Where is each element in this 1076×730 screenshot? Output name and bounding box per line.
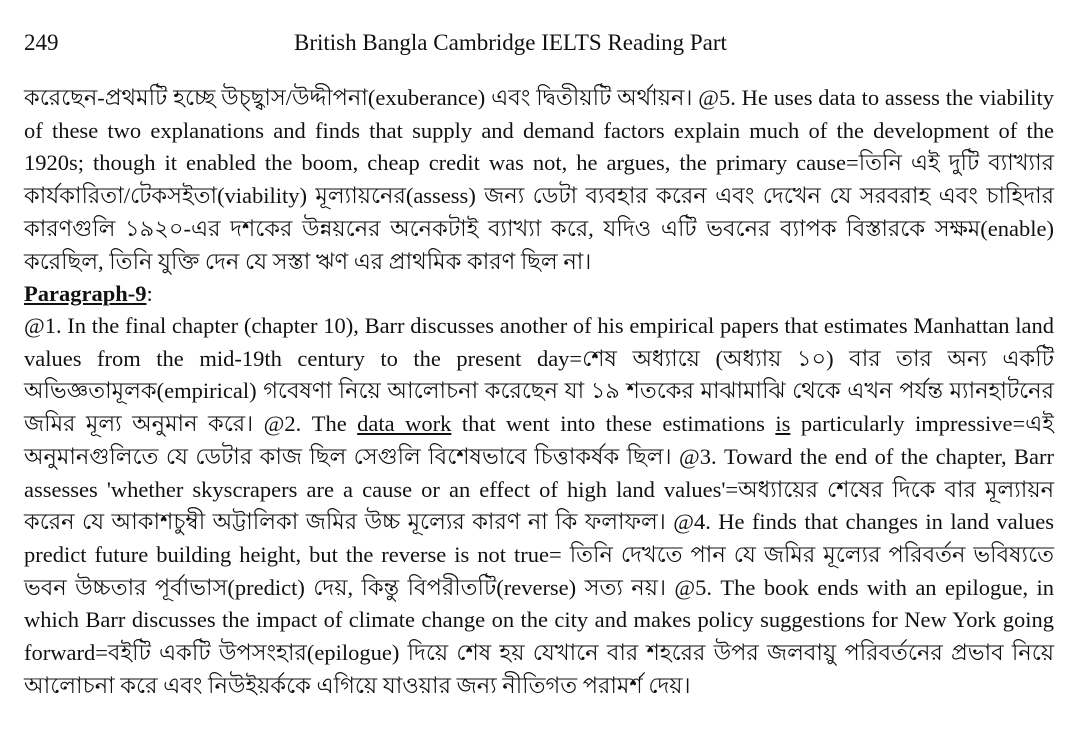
paragraph-9-text-part-1: @1. In the final chapter (chapter 10), Barr discusses another of his empirical papers that estimates Manhattan land values from the mid-19th century to the present day=শেষ অধ্যায়ে (অধ্যায় ১০) বার তার অন্য একটি অভিজ্ঞতামূলক(empirical) গবেষণা নিয়ে আলোচনা করেছেন যা ১৯ শতকের মাঝামাঝি থেকে এখন পর্যন্ত ম্যানহাটনের জমির মূল্য অনুমান করে। @2. The (24, 313, 1054, 437)
underlined-data-work: data work (357, 411, 452, 437)
paragraph-9-heading-colon: : (146, 281, 153, 306)
paragraph-8-tail: করেছেন-প্রথমটি হচ্ছে উচ্ছ্বাস/উদ্দীপনা(exuberance) এবং দ্বিতীয়টি অর্থায়ন। @5. He uses data to assess the viability of these two explanations and finds that supply and demand factors explain much of the development of the 1920s; though it enabled the boom, cheap credit was not, he argues, the primary cause=তিনি এই দুটি ব্যাখ্যার কার্যকারিতা/টেকসইতা(viability) মূল্যায়নের(assess) জন্য ডেটা ব্যবহার করেন এবং দেখেন যে সরবরাহ এবং চাহিদার কারণগুলি ১৯২০-এর দশকের উন্নয়নের অনেকটাই ব্যাখ্যা করে, যদিও এটি ভবনের ব্যাপক বিস্তারকে সক্ষম(enable) করেছিল, তিনি যুক্তি দেন যে সস্তা ঋণ এর প্রাথমিক কারণ ছিল না। (24, 85, 1054, 274)
page-header (24, 0, 1054, 60)
underlined-is: is (775, 411, 791, 437)
paragraph-9-body (24, 310, 1054, 702)
page-number: 249 (24, 30, 59, 55)
paragraph-9-text-part-2: that went into these estimations (451, 411, 776, 437)
running-title: British Bangla Cambridge IELTS Reading Part (294, 30, 727, 55)
paragraph-9-text-part-3: particularly impressive=এই অনুমানগুলিতে যে ডেটার কাজ ছিল সেগুলি বিশেষভাবে চিত্তাকর্ষক ছিল। @3. Toward the end of the chapter, Barr assesses 'whether skyscrapers are a cause or an effect of high land values'=অধ্যায়ের শেষের দিকে বার মূল্যায়ন করেন যে আকাশচুম্বী অট্টালিকা জমির উচ্চ মূল্যের কারণ না কি ফলাফল। @4. He finds that changes in land values predict future building height, but the reverse is not true= তিনি দেখতে পান যে জমির মূল্যের পরিবর্তন ভবিষ্যতে ভবন উচ্চতার পূর্বাভাস(predict) দেয়, কিন্তু বিপরীতটি(reverse) সত্য নয়। @5. The book ends with an epilogue, in which Barr discusses the impact of climate change on the city and makes policy suggestions for New York going forward=বইটি একটি উপসংহার(epilogue) দিয়ে শেষ হয় যেখানে বার শহরের উপর জলবায়ু পরিবর্তনের প্রভাব নিয়ে আলোচনা করে এবং নিউইয়র্ককে এগিয়ে যাওয়ার জন্য নীতিগত পরামর্শ দেয়। (24, 411, 1054, 698)
paragraph-9-heading-row (24, 278, 1054, 311)
paragraph-9-heading: Paragraph-9 (24, 281, 147, 306)
